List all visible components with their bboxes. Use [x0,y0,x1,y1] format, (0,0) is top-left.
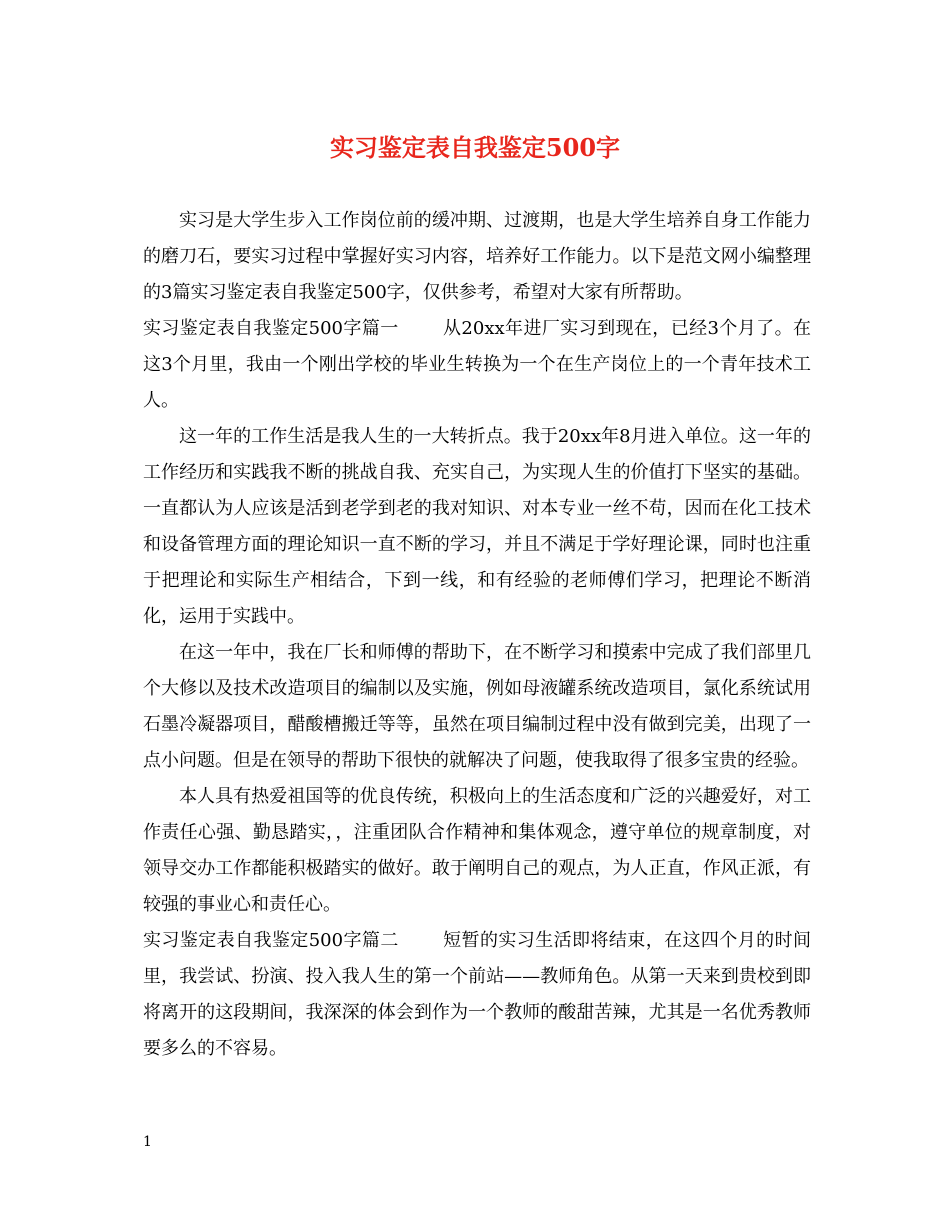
body-paragraph: 本人具有热爱祖国等的优良传统，积极向上的生活态度和广泛的兴趣爱好，对工作责任心强、勤恳踏实，，注重团队合作精神和集体观念，遵守单位的规章制度，对领导交办工作都能积极踏实的做好。敢于阐明自己的观点，为人正直，作风正派，有较强的事业心和责任心。 [143,786,811,915]
section-one-text: 从20xx年进厂实习到现在，已经3个月了。在这3个月里，我由一个刚出学校的毕业生转换为一个在生产岗位上的一个青年技术工人。 [143,318,811,411]
page-number: 1 [143,1134,152,1150]
intro-paragraph: 实习是大学生步入工作岗位前的缓冲期、过渡期，也是大学生培养自身工作能力的磨刀石，要实习过程中掌握好实习内容，培养好工作能力。以下是范文网小编整理的3篇实习鉴定表自我鉴定500字，仅供参考，希望对大家有所帮助。 [143,210,811,303]
body-paragraph: 这一年的工作生活是我人生的一大转折点。我于20xx年8月进入单位。这一年的工作经历和实践我不断的挑战自我、充实自己，为实现人生的价值打下坚实的基础。一直都认为人应该是活到老学到老的我对知识、对本专业一丝不苟，因而在化工技术和设备管理方面的理论知识一直不断的学习，并且不满足于学好理论课，同时也注重于把理论和实际生产相结合，下到一线，和有经验的老师傅们学习，把理论不断消化，运用于实践中。 [143,426,811,627]
section-one-paragraph [143,311,811,419]
section-two-paragraph [143,923,811,1067]
document-title: 实习鉴定表自我鉴定500字 [329,133,621,162]
section-one-heading: 实习鉴定表自我鉴定500字篇一 [143,318,399,339]
section-two-text: 短暂的实习生活即将结束，在这四个月的时间里，我尝试、扮演、投入我人生的第一个前站——教师角色。从第一天来到贵校到即将离开的这段期间，我深深的体会到作为一个教师的酸甜苦辣，尤其是一名优秀教师要多么的不容易。 [143,930,811,1059]
section-two-heading: 实习鉴定表自我鉴定500字篇二 [143,930,399,951]
document-body [143,203,811,1067]
body-paragraph: 在这一年中，我在厂长和师傅的帮助下，在不断学习和摸索中完成了我们部里几个大修以及技术改造项目的编制以及实施，例如母液罐系统改造项目，氯化系统试用石墨冷凝器项目，醋酸槽搬迁等等，虽然在项目编制过程中没有做到完美，出现了一点小问题。但是在领导的帮助下很快的就解决了问题，使我取得了很多宝贵的经验。 [143,642,811,771]
